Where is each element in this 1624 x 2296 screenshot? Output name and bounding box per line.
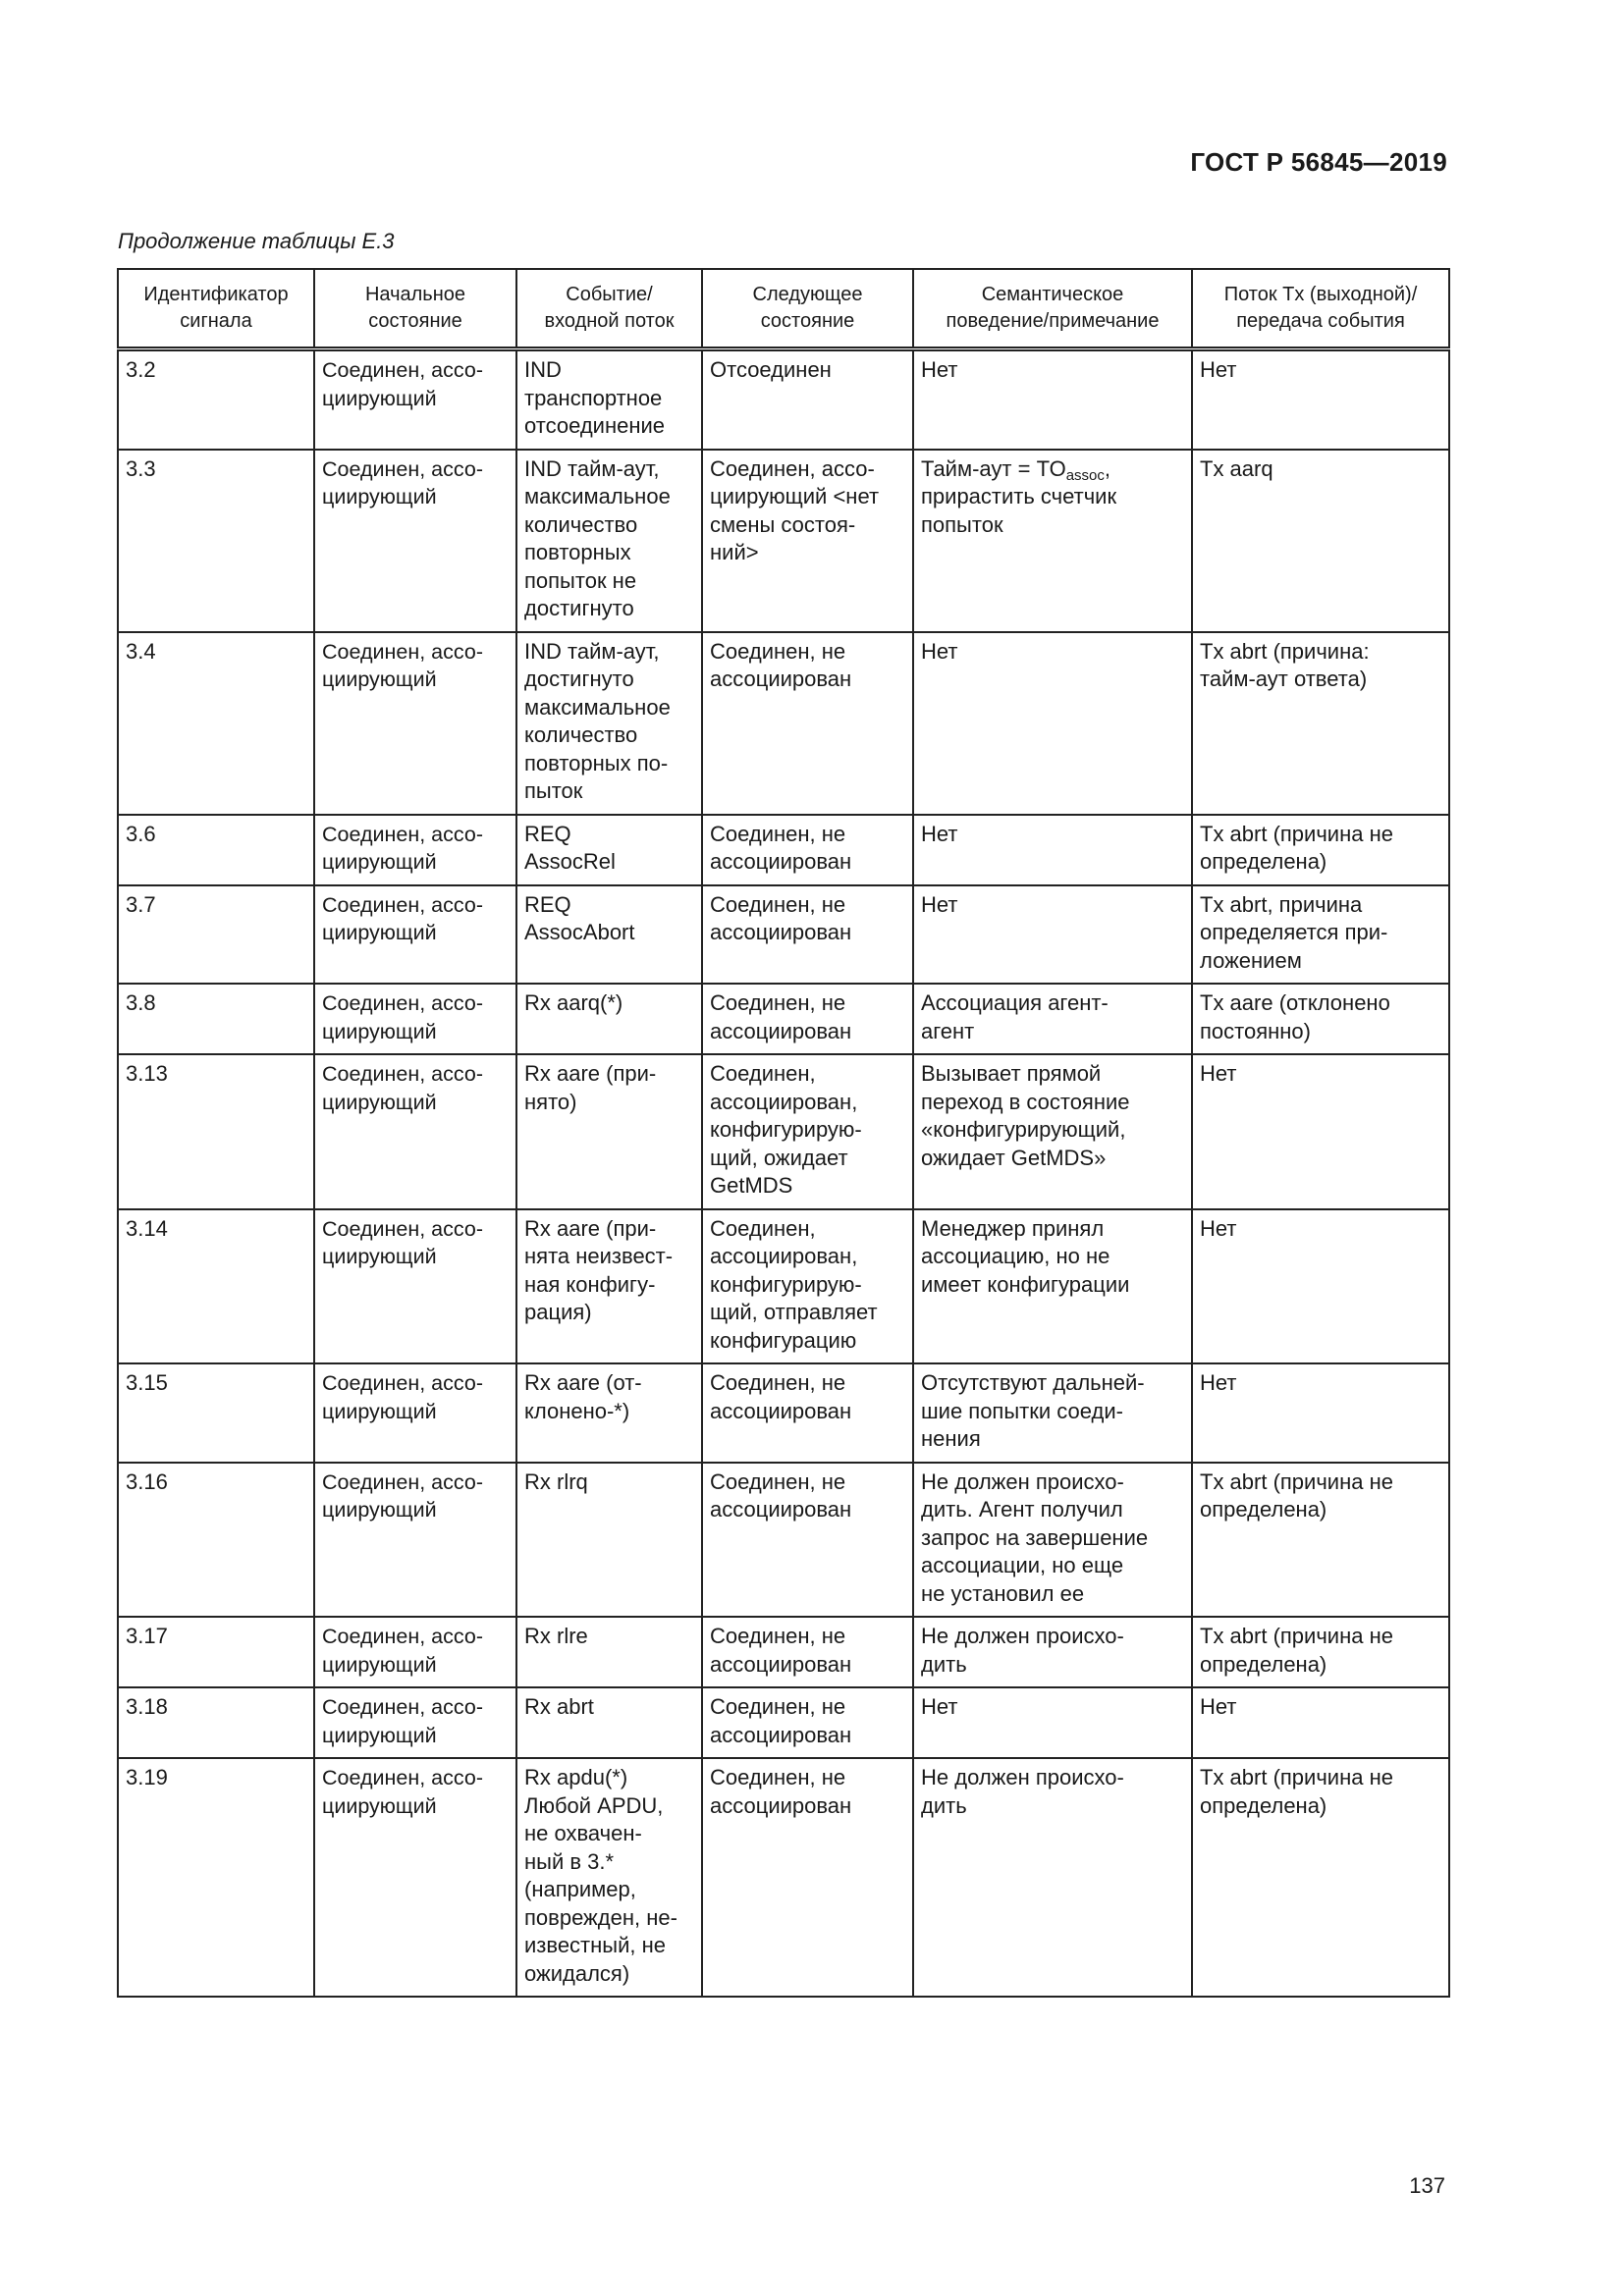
column-header-semantic: Семантическое поведение/примечание: [913, 269, 1192, 349]
cell-semantic: Менеджер принял ассоциацию, но не имеет конфигурации: [913, 1209, 1192, 1364]
table-row: [118, 450, 1449, 632]
state-table: [117, 268, 1450, 1998]
cell-semantic: Нет: [913, 815, 1192, 885]
cell-next-state: Соединен, не ассоциирован: [702, 1758, 913, 1997]
cell-semantic: [913, 450, 1192, 632]
cell-event: Rx apdu(*) Любой APDU, не охвачен- ный в 3.* (например, поврежден, не- известный, не ожидался): [516, 1758, 702, 1997]
cell-start-state: Соединен, ассо- циирующий: [314, 1617, 516, 1687]
semantic-subscript: assoc: [1065, 466, 1105, 484]
cell-next-state: Соединен, не ассоциирован: [702, 885, 913, 985]
cell-signal-id: 3.4: [118, 632, 314, 815]
cell-start-state: Соединен, ассо- циирующий: [314, 1363, 516, 1463]
table-row: [118, 1363, 1449, 1463]
cell-semantic: Не должен происхо- дить: [913, 1617, 1192, 1687]
cell-event: IND транспортное отсоединение: [516, 349, 702, 450]
cell-next-state: Соединен, ассоциирован, конфигурирую- щий, ожидает GetMDS: [702, 1054, 913, 1209]
cell-next-state: Отсоединен: [702, 349, 913, 450]
table-row: [118, 349, 1449, 450]
table-row: [118, 1758, 1449, 1997]
column-header-signal-id: Идентификатор сигнала: [118, 269, 314, 349]
cell-event: Rx aare (при- нята неизвест- ная конфигу- рация): [516, 1209, 702, 1364]
cell-start-state: Соединен, ассо- циирующий: [314, 450, 516, 632]
cell-signal-id: 3.13: [118, 1054, 314, 1209]
cell-semantic: Нет: [913, 885, 1192, 985]
cell-next-state: Соединен, ассоциирован, конфигурирую- щий, отправляет конфигурацию: [702, 1209, 913, 1364]
cell-semantic: Нет: [913, 632, 1192, 815]
cell-event: Rx aare (от- клонено-*): [516, 1363, 702, 1463]
column-header-tx: Поток Tx (выходной)/ передача события: [1192, 269, 1449, 349]
table-row: [118, 885, 1449, 985]
cell-tx: Нет: [1192, 349, 1449, 450]
cell-signal-id: 3.14: [118, 1209, 314, 1364]
cell-next-state: Соединен, не ассоциирован: [702, 1687, 913, 1758]
cell-signal-id: 3.3: [118, 450, 314, 632]
cell-event: REQ AssocAbort: [516, 885, 702, 985]
table-row: [118, 1617, 1449, 1687]
cell-tx: Tx aare (отклонено постоянно): [1192, 984, 1449, 1054]
cell-tx: Tx abrt (причина не определена): [1192, 815, 1449, 885]
cell-next-state: Соединен, не ассоциирован: [702, 815, 913, 885]
cell-event: Rx aare (при- нято): [516, 1054, 702, 1209]
cell-next-state: Соединен, не ассоциирован: [702, 1363, 913, 1463]
cell-semantic: Отсутствуют дальней- шие попытки соеди- нения: [913, 1363, 1192, 1463]
table-row: [118, 1463, 1449, 1618]
cell-start-state: Соединен, ассо- циирующий: [314, 885, 516, 985]
cell-next-state: Соединен, не ассоциирован: [702, 1617, 913, 1687]
cell-event: Rx abrt: [516, 1687, 702, 1758]
column-header-event: Событие/ входной поток: [516, 269, 702, 349]
cell-signal-id: 3.16: [118, 1463, 314, 1618]
cell-event: IND тайм-аут, достигнуто максимальное количество повторных по- пыток: [516, 632, 702, 815]
cell-start-state: Соединен, ассо- циирующий: [314, 1209, 516, 1364]
cell-tx: Tx abrt (причина не определена): [1192, 1617, 1449, 1687]
cell-tx: Tx abrt (причина: тайм-аут ответа): [1192, 632, 1449, 815]
cell-semantic: Не должен происхо- дить. Агент получил запрос на завершение ассоциации, но еще не установил ее: [913, 1463, 1192, 1618]
cell-signal-id: 3.17: [118, 1617, 314, 1687]
cell-start-state: Соединен, ассо- циирующий: [314, 632, 516, 815]
cell-tx: Нет: [1192, 1209, 1449, 1364]
document-id: ГОСТ Р 56845—2019: [1190, 147, 1447, 177]
cell-next-state: Соединен, ассо- циирующий <нет смены состоя- ний>: [702, 450, 913, 632]
cell-signal-id: 3.2: [118, 349, 314, 450]
column-header-next-state: Следующее состояние: [702, 269, 913, 349]
cell-start-state: Соединен, ассо- циирующий: [314, 1687, 516, 1758]
table-row: [118, 632, 1449, 815]
table-row: [118, 1209, 1449, 1364]
cell-signal-id: 3.8: [118, 984, 314, 1054]
cell-event: IND тайм-аут, максимальное количество повторных попыток не достигнуто: [516, 450, 702, 632]
cell-tx: Tx abrt (причина не определена): [1192, 1758, 1449, 1997]
cell-event: Rx aarq(*): [516, 984, 702, 1054]
cell-semantic: Нет: [913, 1687, 1192, 1758]
semantic-text-pre: Тайм-аут = TO: [921, 455, 1066, 481]
cell-start-state: Соединен, ассо- циирующий: [314, 1758, 516, 1997]
cell-tx: Tx abrt, причина определяется при- ложением: [1192, 885, 1449, 985]
cell-signal-id: 3.6: [118, 815, 314, 885]
cell-semantic: Ассоциация агент- агент: [913, 984, 1192, 1054]
cell-start-state: Соединен, ассо- циирующий: [314, 1463, 516, 1618]
cell-semantic: Не должен происхо- дить: [913, 1758, 1192, 1997]
cell-event: Rx rlrq: [516, 1463, 702, 1618]
cell-signal-id: 3.7: [118, 885, 314, 985]
table-row: [118, 815, 1449, 885]
column-header-start-state: Начальное состояние: [314, 269, 516, 349]
semantic-text-post: , прирастить счетчик попыток: [921, 455, 1117, 537]
cell-semantic: Нет: [913, 349, 1192, 450]
table-row: [118, 1054, 1449, 1209]
cell-tx: Нет: [1192, 1054, 1449, 1209]
cell-event: Rx rlre: [516, 1617, 702, 1687]
cell-start-state: Соединен, ассо- циирующий: [314, 815, 516, 885]
cell-tx: Нет: [1192, 1363, 1449, 1463]
page-number: 137: [1409, 2173, 1445, 2198]
cell-next-state: Соединен, не ассоциирован: [702, 1463, 913, 1618]
cell-start-state: Соединен, ассо- циирующий: [314, 1054, 516, 1209]
table-row: [118, 1687, 1449, 1758]
cell-signal-id: 3.18: [118, 1687, 314, 1758]
cell-tx: Нет: [1192, 1687, 1449, 1758]
cell-next-state: Соединен, не ассоциирован: [702, 984, 913, 1054]
cell-start-state: Соединен, ассо- циирующий: [314, 349, 516, 450]
table-row: [118, 984, 1449, 1054]
cell-semantic: Вызывает прямой переход в состояние «конфигурирующий, ожидает GetMDS»: [913, 1054, 1192, 1209]
table-caption: Продолжение таблицы Е.3: [118, 229, 395, 253]
cell-next-state: Соединен, не ассоциирован: [702, 632, 913, 815]
cell-event: REQ AssocRel: [516, 815, 702, 885]
cell-start-state: Соединен, ассо- циирующий: [314, 984, 516, 1054]
cell-tx: Tx aarq: [1192, 450, 1449, 632]
table-header-row: [118, 269, 1449, 349]
cell-signal-id: 3.15: [118, 1363, 314, 1463]
cell-signal-id: 3.19: [118, 1758, 314, 1997]
cell-tx: Tx abrt (причина не определена): [1192, 1463, 1449, 1618]
